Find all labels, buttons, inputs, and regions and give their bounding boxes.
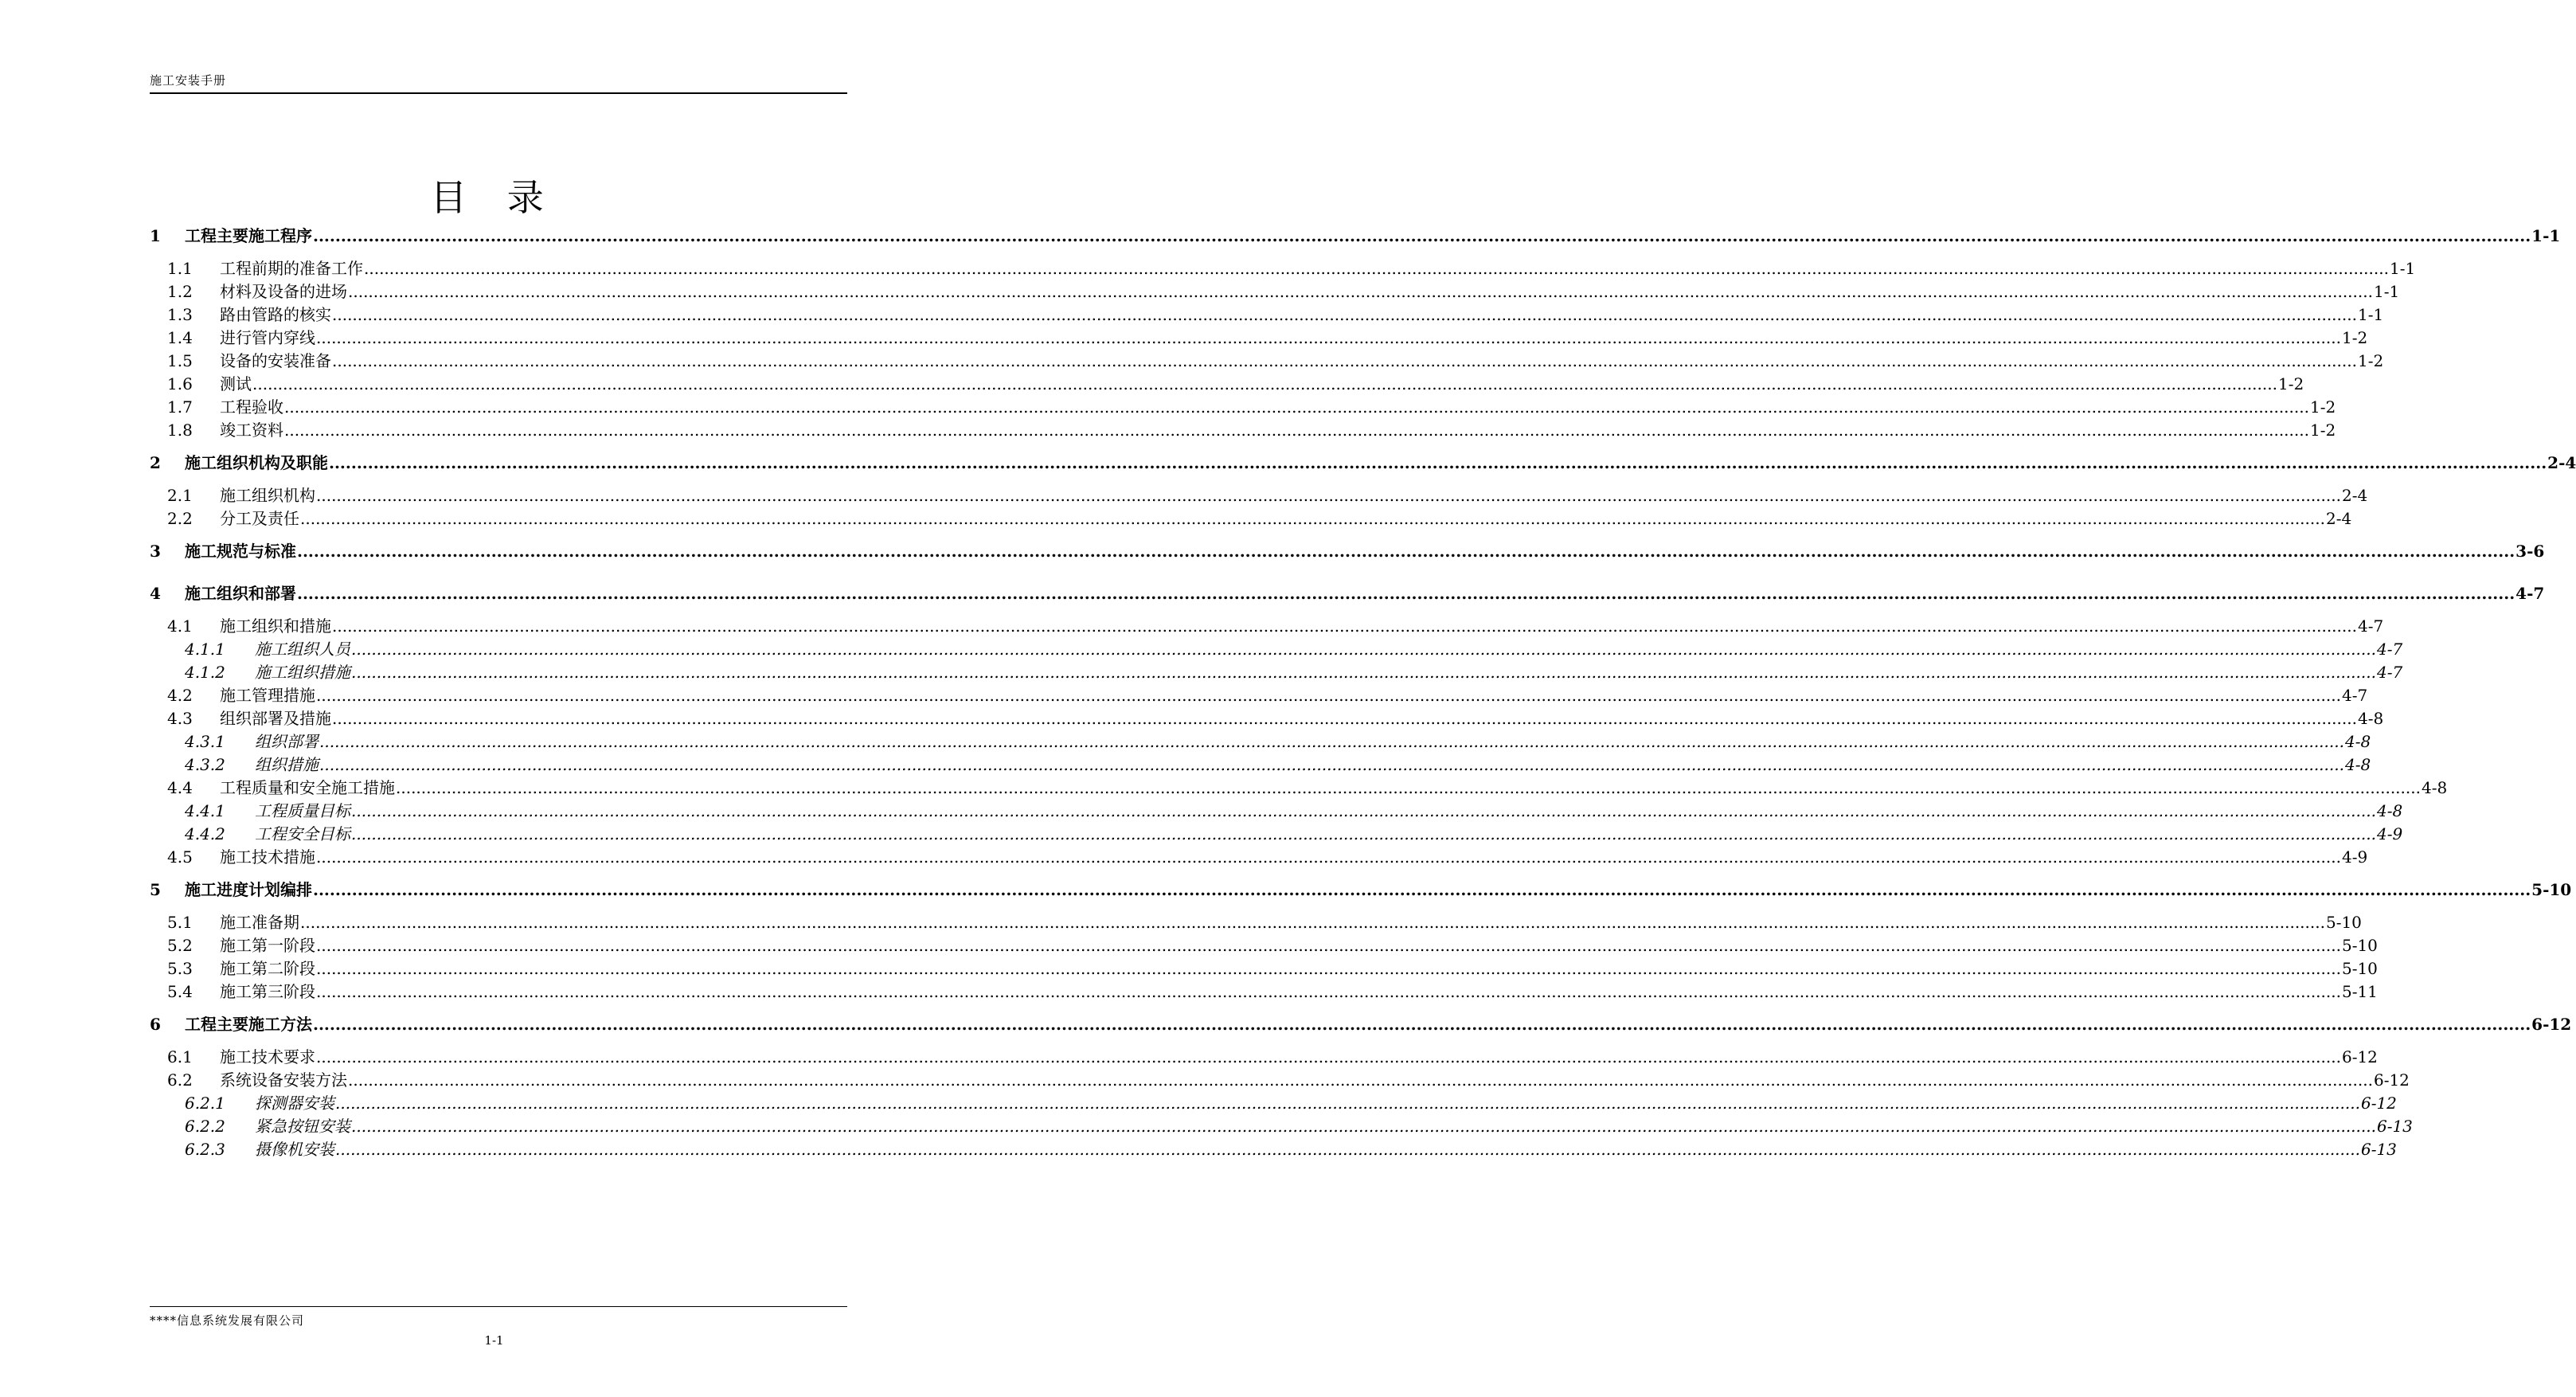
toc-entry[interactable] — [150, 879, 2572, 901]
toc-entry-label: 工程前期的准备工作 — [220, 259, 363, 278]
toc-entry-label: 施工组织机构 — [220, 486, 315, 505]
toc-entry-page: 6-13 — [2360, 1140, 2397, 1159]
toc-leader-dots: ................................................................................................................................................................................................................................................................................................................................................................................................................ — [300, 913, 2325, 932]
toc-entry[interactable] — [150, 452, 2576, 474]
toc-entry[interactable] — [150, 934, 2378, 957]
toc-entry-number: 5 — [150, 880, 161, 899]
toc-entry[interactable] — [150, 638, 2403, 660]
toc-entry-page: 2-4 — [2547, 453, 2576, 472]
toc-entry-page: 1-2 — [2309, 397, 2336, 417]
toc-leader-dots: ................................................................................................................................................................................................................................................................................................................................................................................................................ — [348, 282, 2373, 301]
toc-entry[interactable] — [150, 225, 2561, 247]
toc-entry-number: 1.7 — [167, 397, 193, 417]
toc-entry-page: 1-2 — [2357, 351, 2384, 370]
toc-entry-page: 1-1 — [2389, 259, 2416, 278]
toc-entry-page: 4-7 — [2376, 640, 2403, 659]
toc-entry[interactable] — [150, 661, 2403, 683]
toc-entry-page: 4-7 — [2515, 584, 2545, 603]
toc-entry-page: 3-6 — [2515, 542, 2545, 561]
toc-entry-label: 施工进度计划编排 — [185, 880, 312, 899]
toc-leader-dots: ................................................................................................................................................................................................................................................................................................................................................................................................................ — [297, 542, 2515, 561]
toc-entry[interactable] — [150, 1069, 2410, 1091]
toc-entry-label: 施工准备期 — [220, 913, 299, 932]
toc-entry-label: 施工组织人员 — [255, 640, 350, 659]
toc-entry[interactable] — [150, 753, 2371, 776]
toc-entry[interactable] — [150, 1013, 2572, 1035]
toc-entry-number: 5.2 — [167, 936, 193, 955]
toc-leader-dots: ................................................................................................................................................................................................................................................................................................................................................................................................................ — [329, 453, 2547, 472]
toc-entry-number: 1.1 — [167, 259, 193, 278]
toc-leader-dots: ................................................................................................................................................................................................................................................................................................................................................................................................................ — [364, 259, 2389, 278]
toc-entry-page: 5-10 — [2341, 959, 2378, 978]
toc-leader-dots: ................................................................................................................................................................................................................................................................................................................................................................................................................ — [335, 1094, 2360, 1113]
toc-entry-label: 施工技术要求 — [220, 1047, 315, 1066]
toc-leader-dots: ................................................................................................................................................................................................................................................................................................................................................................................................................ — [284, 421, 2309, 440]
toc-entry-label: 施工组织措施 — [255, 663, 350, 682]
toc-entry[interactable] — [150, 730, 2371, 753]
toc-leader-dots: ................................................................................................................................................................................................................................................................................................................................................................................................................ — [351, 1117, 2376, 1136]
toc-entry-page: 4-9 — [2376, 824, 2403, 843]
toc-entry-page: 6-13 — [2376, 1117, 2413, 1136]
toc-entry-number: 5.4 — [167, 982, 193, 1001]
toc-entry-page: 6-12 — [2531, 1015, 2572, 1034]
toc-leader-dots: ................................................................................................................................................................................................................................................................................................................................................................................................................ — [316, 1047, 2341, 1066]
toc-entry-page: 4-7 — [2357, 616, 2384, 636]
toc-entry-page: 5-10 — [2341, 936, 2378, 955]
toc-entry[interactable] — [150, 396, 2336, 418]
toc-entry-number: 6 — [150, 1015, 161, 1034]
toc-entry[interactable] — [150, 777, 2448, 799]
toc-entry-label: 施工组织和措施 — [220, 616, 331, 636]
toc-entry-page: 6-12 — [2341, 1047, 2378, 1066]
toc-entry-label: 施工第二阶段 — [220, 959, 315, 978]
toc-entry-number: 1.5 — [167, 351, 193, 370]
toc-entry-number: 4.1 — [167, 616, 193, 636]
toc-entry-label: 组织部署及措施 — [220, 709, 331, 728]
toc-entry-label: 工程主要施工方法 — [185, 1015, 312, 1034]
toc-entry-number: 6.2.3 — [185, 1140, 225, 1159]
toc-entry-page: 2-4 — [2341, 486, 2368, 505]
toc-entry-page: 4-8 — [2421, 778, 2448, 797]
toc-entry[interactable] — [150, 846, 2368, 868]
toc-leader-dots: ................................................................................................................................................................................................................................................................................................................................................................................................................ — [316, 936, 2341, 955]
toc-leader-dots: ................................................................................................................................................................................................................................................................................................................................................................................................................ — [252, 374, 2277, 393]
toc-entry-label: 竣工资料 — [220, 421, 283, 440]
toc-leader-dots: ................................................................................................................................................................................................................................................................................................................................................................................................................ — [351, 663, 2376, 682]
toc-entry-label: 紧急按钮安装 — [255, 1117, 350, 1136]
toc-entry[interactable] — [150, 540, 2545, 562]
toc-entry-label: 工程验收 — [220, 397, 283, 417]
toc-entry-label: 工程安全目标 — [255, 824, 350, 843]
toc-entry-label: 工程质量目标 — [255, 801, 350, 820]
page-title: 目 录 — [430, 176, 558, 219]
toc-entry[interactable] — [150, 1046, 2378, 1068]
toc-entry[interactable] — [150, 1115, 2413, 1137]
toc-entry[interactable] — [150, 707, 2384, 730]
toc-leader-dots: ................................................................................................................................................................................................................................................................................................................................................................................................................ — [313, 226, 2531, 245]
toc-entry[interactable] — [150, 257, 2416, 280]
toc-entry-label: 材料及设备的进场 — [220, 282, 347, 301]
toc-leader-dots: ................................................................................................................................................................................................................................................................................................................................................................................................................ — [316, 982, 2341, 1001]
toc-leader-dots: ................................................................................................................................................................................................................................................................................................................................................................................................................ — [284, 397, 2309, 417]
toc-leader-dots: ................................................................................................................................................................................................................................................................................................................................................................................................................ — [316, 328, 2341, 347]
toc-entry-page: 4-7 — [2376, 663, 2403, 682]
toc-leader-dots: ................................................................................................................................................................................................................................................................................................................................................................................................................ — [316, 847, 2341, 867]
toc-leader-dots: ................................................................................................................................................................................................................................................................................................................................................................................................................ — [316, 959, 2341, 978]
toc-entry-number: 4 — [150, 584, 161, 603]
toc-entry-label: 摄像机安装 — [255, 1140, 334, 1159]
toc-entry-number: 1.4 — [167, 328, 193, 347]
toc-entry-page: 5-10 — [2531, 880, 2572, 899]
toc-entry-number: 4.2 — [167, 686, 193, 705]
toc-entry-number: 6.2.1 — [185, 1094, 225, 1113]
toc-entry[interactable] — [150, 911, 2362, 933]
toc-entry-page: 4-8 — [2357, 709, 2384, 728]
toc-entry-number: 6.2.2 — [185, 1117, 225, 1136]
toc-entry[interactable] — [150, 303, 2384, 326]
toc-entry-number: 1.6 — [167, 374, 193, 393]
toc-leader-dots: ................................................................................................................................................................................................................................................................................................................................................................................................................ — [332, 616, 2357, 636]
toc-entry-number: 3 — [150, 542, 161, 561]
toc-leader-dots: ................................................................................................................................................................................................................................................................................................................................................................................................................ — [332, 305, 2357, 324]
toc-entry-page: 1-2 — [2341, 328, 2368, 347]
toc-entry-number: 4.4.1 — [185, 801, 225, 820]
toc-leader-dots: ................................................................................................................................................................................................................................................................................................................................................................................................................ — [332, 709, 2357, 728]
toc-entry-label: 施工技术措施 — [220, 847, 315, 867]
toc-entry[interactable] — [150, 419, 2336, 441]
toc-entry-page: 1-1 — [2373, 282, 2400, 301]
toc-entry-number: 2.2 — [167, 509, 193, 528]
toc-entry-label: 进行管内穿线 — [220, 328, 315, 347]
toc-entry-page: 4-8 — [2344, 732, 2371, 751]
toc-entry-page: 1-1 — [2531, 226, 2561, 245]
toc-entry-number: 6.1 — [167, 1047, 193, 1066]
toc-entry-number: 4.4.2 — [185, 824, 225, 843]
toc-entry[interactable] — [150, 280, 2400, 303]
toc-entry-number: 4.1.1 — [185, 640, 225, 659]
toc-entry[interactable] — [150, 1092, 2397, 1114]
header-title: 施工安装手册 — [150, 73, 227, 88]
toc-entry-label: 组织部署 — [255, 732, 319, 751]
toc-entry[interactable] — [150, 350, 2384, 372]
toc-entry[interactable] — [150, 373, 2304, 395]
toc-leader-dots: ................................................................................................................................................................................................................................................................................................................................................................................................................ — [319, 755, 2344, 774]
toc-entry-page: 1-2 — [2277, 374, 2304, 393]
toc-entry-number: 1.3 — [167, 305, 193, 324]
toc-entry-page: 5-10 — [2325, 913, 2362, 932]
toc-entry-label: 施工第一阶段 — [220, 936, 315, 955]
toc-entry-label: 路由管路的核实 — [220, 305, 331, 324]
toc-entry-page: 6-12 — [2360, 1094, 2397, 1113]
toc-entry-number: 1.8 — [167, 421, 193, 440]
toc-entry-page: 4-7 — [2341, 686, 2368, 705]
toc-entry[interactable] — [150, 507, 2352, 530]
toc-leader-dots: ................................................................................................................................................................................................................................................................................................................................................................................................................ — [351, 824, 2376, 843]
toc-entry-label: 施工管理措施 — [220, 686, 315, 705]
footer-company: ****信息系统发展有限公司 — [150, 1313, 305, 1328]
toc-entry-page: 4-9 — [2341, 847, 2368, 867]
toc-entry-page: 4-8 — [2344, 755, 2371, 774]
toc-entry-label: 施工第三阶段 — [220, 982, 315, 1001]
toc-entry-label: 测试 — [220, 374, 252, 393]
toc-entry-number: 6.2 — [167, 1070, 193, 1090]
toc-entry-label: 施工规范与标准 — [185, 542, 296, 561]
toc-leader-dots: ................................................................................................................................................................................................................................................................................................................................................................................................................ — [335, 1140, 2360, 1159]
toc-entry-label: 工程质量和安全施工措施 — [220, 778, 395, 797]
toc-entry-number: 4.5 — [167, 847, 193, 867]
toc-entry[interactable] — [150, 823, 2403, 845]
toc-entry-label: 设备的安装准备 — [220, 351, 331, 370]
toc-entry-number: 4.3 — [167, 709, 193, 728]
toc-entry[interactable] — [150, 582, 2545, 605]
toc-entry-page: 2-4 — [2325, 509, 2352, 528]
toc-leader-dots: ................................................................................................................................................................................................................................................................................................................................................................................................................ — [319, 732, 2344, 751]
toc-entry-label: 组织措施 — [255, 755, 319, 774]
toc-entry[interactable] — [150, 1138, 2397, 1160]
toc-leader-dots: ................................................................................................................................................................................................................................................................................................................................................................................................................ — [300, 509, 2325, 528]
toc-leader-dots: ................................................................................................................................................................................................................................................................................................................................................................................................................ — [313, 880, 2531, 899]
toc-entry-label: 施工组织和部署 — [185, 584, 296, 603]
toc-entry-number: 4.1.2 — [185, 663, 225, 682]
toc-entry-label: 探测器安装 — [255, 1094, 334, 1113]
page-header — [150, 67, 847, 94]
toc-leader-dots: ................................................................................................................................................................................................................................................................................................................................................................................................................ — [316, 486, 2341, 505]
toc-entry[interactable] — [150, 484, 2368, 507]
toc-entry-number: 1.2 — [167, 282, 193, 301]
toc-entry-page: 6-12 — [2373, 1070, 2410, 1090]
toc-entry-label: 施工组织机构及职能 — [185, 453, 328, 472]
toc-leader-dots: ................................................................................................................................................................................................................................................................................................................................................................................................................ — [297, 584, 2515, 603]
toc-entry[interactable] — [150, 957, 2378, 980]
toc-leader-dots: ................................................................................................................................................................................................................................................................................................................................................................................................................ — [348, 1070, 2373, 1090]
toc-entry[interactable] — [150, 980, 2378, 1003]
toc-entry-number: 5.3 — [167, 959, 193, 978]
toc-entry-number: 4.3.2 — [185, 755, 225, 774]
toc-entry-number: 2 — [150, 453, 161, 472]
toc-leader-dots: ................................................................................................................................................................................................................................................................................................................................................................................................................ — [351, 801, 2376, 820]
toc-entry-label: 分工及责任 — [220, 509, 299, 528]
toc-entry-page: 5-11 — [2341, 982, 2378, 1001]
toc-leader-dots: ................................................................................................................................................................................................................................................................................................................................................................................................................ — [332, 351, 2357, 370]
toc-entry-page: 1-2 — [2309, 421, 2336, 440]
toc-leader-dots: ................................................................................................................................................................................................................................................................................................................................................................................................................ — [313, 1015, 2531, 1034]
toc-entry[interactable] — [150, 615, 2384, 637]
toc-entry[interactable] — [150, 327, 2368, 349]
toc-leader-dots: ................................................................................................................................................................................................................................................................................................................................................................................................................ — [316, 686, 2341, 705]
toc-leader-dots: ................................................................................................................................................................................................................................................................................................................................................................................................................ — [396, 778, 2421, 797]
footer-page-number: 1-1 — [484, 1333, 504, 1348]
toc-entry[interactable] — [150, 800, 2403, 822]
toc-entry-page: 1-1 — [2357, 305, 2384, 324]
toc-entry-label: 系统设备安装方法 — [220, 1070, 347, 1090]
toc-entry-page: 4-8 — [2376, 801, 2403, 820]
toc-entry-label: 工程主要施工程序 — [185, 226, 312, 245]
toc-entry[interactable] — [150, 684, 2368, 706]
toc-entry-number: 1 — [150, 226, 161, 245]
toc-entry-number: 2.1 — [167, 486, 193, 505]
toc-entry-number: 4.4 — [167, 778, 193, 797]
toc-entry-number: 4.3.1 — [185, 732, 225, 751]
toc-leader-dots: ................................................................................................................................................................................................................................................................................................................................................................................................................ — [351, 640, 2376, 659]
toc-entry-number: 5.1 — [167, 913, 193, 932]
